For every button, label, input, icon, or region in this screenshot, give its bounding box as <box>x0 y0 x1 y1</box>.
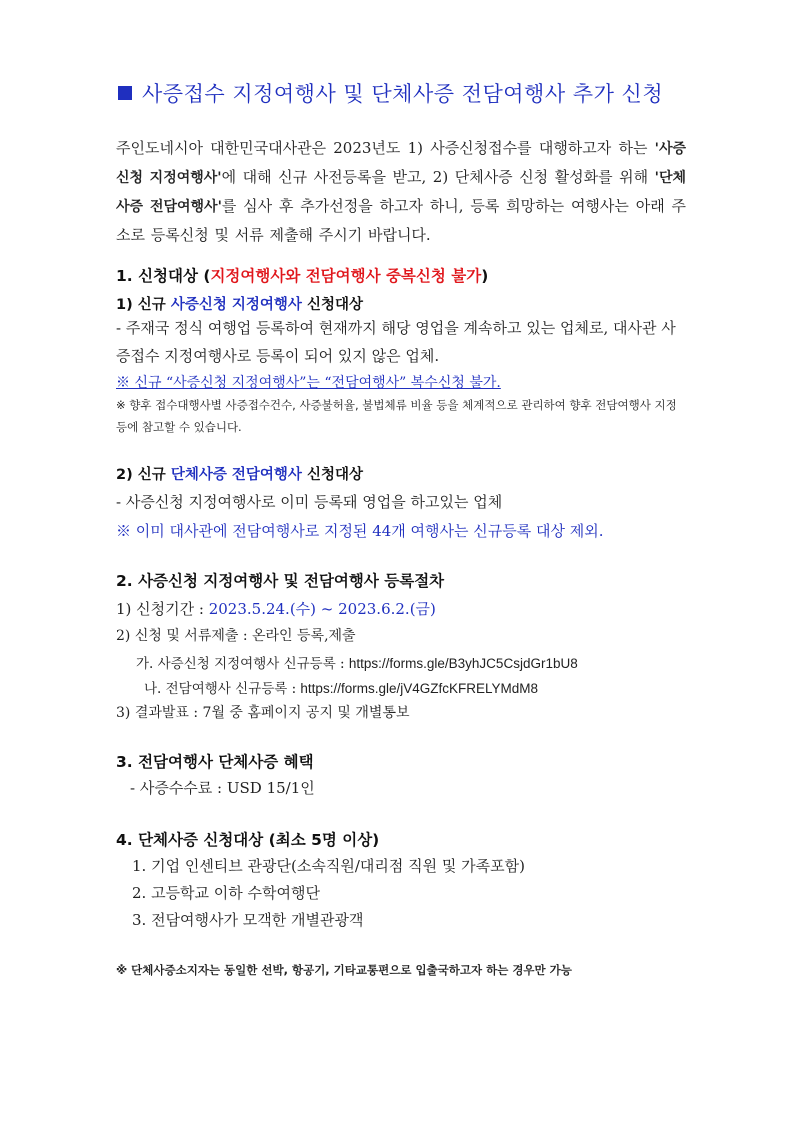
intro-paragraph <box>116 134 686 249</box>
s2-result: 3) 결과발표 : 7월 중 홈페이지 공지 및 개별통보 <box>116 705 410 721</box>
s3-fee: - 사증수수료 : USD 15/1인 <box>130 779 315 797</box>
s1-heading-red: 지정여행사와 전담여행사 중복신청 불가 <box>210 267 482 285</box>
square-bullet-icon <box>118 86 132 100</box>
s2-period <box>116 598 436 619</box>
s2-link-b[interactable]: https://forms.gle/jV4GZfcKFRELYMdM8 <box>300 681 538 696</box>
s4-item-1: 1. 기업 인센티브 관광단(소속직원/대리점 직원 및 가족포함) <box>132 857 525 875</box>
s1-sub2-note: ※ 이미 대사관에 전담여행사로 지정된 44개 여행사는 신규등록 대상 제외. <box>116 522 604 540</box>
intro-text-2: 에 대해 신규 사전등록을 받고, 2) 단체사증 신청 활성화를 위해 <box>221 168 655 186</box>
s1-sub1-b: 신청대상 <box>301 297 364 313</box>
section-1-sub-2 <box>116 463 363 484</box>
s1-sub1-note-blue <box>116 372 501 392</box>
s1-sub1-note-blue-text: ※ 신규 “사증신청 지정여행사”는 “전담여행사” 복수신청 불가. <box>116 375 501 391</box>
s2-submit: 2) 신청 및 서류제출 : 온라인 등록,제출 <box>116 628 356 644</box>
s1-sub1-description: - 주재국 정식 여행업 등록하여 현재까지 해당 영업을 계속하고 있는 업체로, 대사관 사증접수 지정여행사로 등록이 되어 있지 않은 업체. <box>116 319 676 365</box>
s1-sub2-a: 2) 신규 <box>116 467 171 483</box>
section-2-heading: 2. 사증신청 지정여행사 및 전담여행사 등록절차 <box>116 572 445 590</box>
title-text: 사증접수 지정여행사 및 단체사증 전담여행사 추가 신청 <box>142 82 664 106</box>
intro-text-3: 를 심사 후 추가선정을 하고자 하니, 등록 희망하는 여행사는 아래 주소로 등록신청 및 서류 제출해 주시기 바랍니다. <box>116 197 686 244</box>
s2-link-b-label: 나. 전담여행사 신규등록 : <box>144 681 301 697</box>
footnote: ※ 단체사증소지자는 동일한 선박, 항공기, 기타교통편으로 입출국하고자 하는 경우만 가능 <box>116 963 572 977</box>
s1-heading-a: 1. 신청대상 ( <box>116 267 211 285</box>
s2-period-value: 2023.5.24.(수) ~ 2023.6.2.(금) <box>208 600 436 618</box>
s4-item-2: 2. 고등학교 이하 수학여행단 <box>132 884 321 902</box>
s2-link-a-label: 가. 사증신청 지정여행사 신규등록 : <box>136 656 349 672</box>
s1-sub1-blue: 사증신청 지정여행사 <box>170 297 302 313</box>
s1-heading-b: ) <box>481 267 489 285</box>
section-3-heading: 3. 전담여행사 단체사증 혜택 <box>116 753 314 771</box>
s4-item-3: 3. 전담여행사가 모객한 개별관광객 <box>132 911 364 929</box>
document-title <box>118 78 663 108</box>
s1-sub1-note-small: ※ 향후 접수대행사별 사증접수건수, 사증불허율, 불법체류 비율 등을 체계적으로 관리하여 향후 전담여행사 지정 등에 참고할 수 있습니다. <box>116 398 677 434</box>
section-4-heading: 4. 단체사증 신청대상 (최소 5명 이상) <box>116 831 380 849</box>
intro-bold-1: '사증신청 지정여행사' <box>116 141 686 186</box>
s1-sub1-a: 1) 신규 <box>116 297 171 313</box>
s1-sub2-blue: 단체사증 전담여행사 <box>170 467 302 483</box>
intro-text-1: 주인도네시아 대한민국대사관은 2023년도 1) 사증신청접수를 대행하고자 하는 <box>116 139 655 157</box>
s1-sub2-description: - 사증신청 지정여행사로 이미 등록돼 영업을 하고있는 업체 <box>116 493 503 511</box>
s2-link-b-row <box>144 677 538 697</box>
s2-link-a-row <box>136 652 578 672</box>
section-1-sub-1 <box>116 293 363 314</box>
intro-bold-2: '단체사증 전담여행사' <box>116 170 687 215</box>
s2-period-label: 1) 신청기간 : <box>116 600 209 618</box>
section-1-heading <box>116 264 488 286</box>
s1-sub2-b: 신청대상 <box>301 467 364 483</box>
s2-link-a[interactable]: https://forms.gle/B3yhJC5CsjdGr1bU8 <box>348 656 578 671</box>
